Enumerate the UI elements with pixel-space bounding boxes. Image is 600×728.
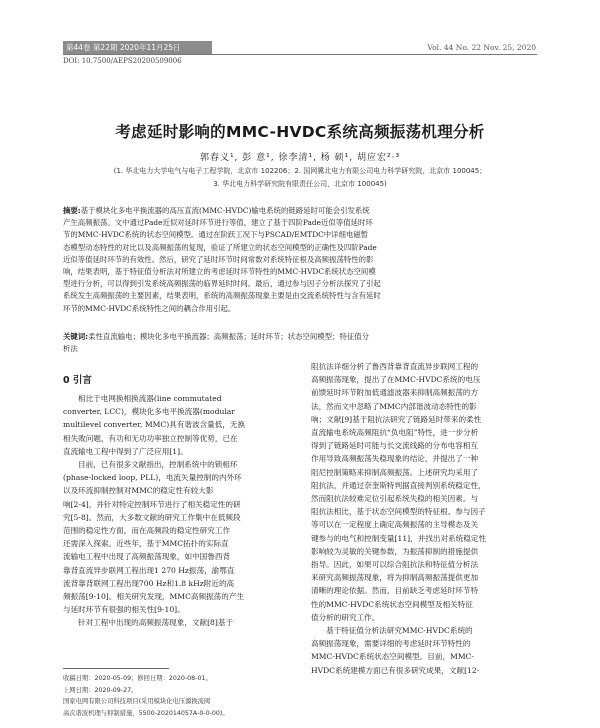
body-line: 相失败问题，有功和无功功率独立控制等优势，已在 [63, 433, 238, 443]
affiliation-line-1: (1. 华北电力大学电气与电子工程学院，北京市 102206；2. 国网冀北电力有限公司电力科学研究院，北京市 100045； [113, 167, 487, 175]
body-line: 针对工程中出现的高频振荡现象，文献[8]基于 [78, 618, 234, 628]
body-line: HVDC系统建模方面已有很多研究成果，文献[12- [311, 665, 480, 675]
body-line: 直流输电工程中得到了广泛应用[1]。 [63, 446, 188, 456]
abstract-line: 响，结果表明，基于特征值分析法对所建立的考虑延时环节特性的MMC-HVDC系统状态空间模 [63, 267, 376, 277]
body-line: 靠背直流异步联网工程出现1 270 Hz振荡，渝鄂直 [63, 565, 235, 575]
body-line: (phase-locked loop, PLL)，电流矢量控制的内外环 [63, 473, 242, 483]
body-line: 作用导致高频振荡失稳现象的结论，并提出了一种 [311, 454, 479, 464]
body-line: 基于特征值分析法研究MMC-HVDC系统的 [326, 626, 473, 636]
abstract-label: 摘要: [63, 206, 81, 215]
body-line: 然而阻抗法较难定位引起系统失稳的相关因素。与 [311, 494, 479, 504]
body-line: 究[5-8]。然而，大多数文献的研究工作集中在低频段 [63, 512, 241, 522]
abstract-line: 系统发生高频振荡的主要因素，结果表明，系统的高频振荡现象主要是由交流系统特性与含有延时 [63, 291, 381, 301]
body-line: 等可以在一定程度上确定高频振荡的主导模态及关 [311, 520, 479, 530]
footnote-line: 国家电网有限公司科技项目(采用模块化电压源换流阀 [63, 698, 211, 705]
body-line: 高频振荡现象，提出了在MMC-HVDC系统的电压 [311, 375, 481, 385]
abstract-line: 摘要:基于模块化多电平换流器的高压直流(MMC-HVDC)输电系统的链路延时可能会引发系统 [63, 206, 370, 215]
keywords-line: 析法 [63, 344, 78, 354]
body-line: 范围的稳定性方面，而在高频段的稳定性研究工作 [63, 526, 231, 536]
abstract-line: 产生高频振荡。文中通过Pade近似对延时环节进行等值，建立了基于四阶Pade近似等值延时环 [63, 218, 373, 228]
author-list: 郭春义¹, 彭 意¹, 徐李清¹, 杨 硕¹, 胡应宏²⋅³ [199, 153, 401, 163]
body-line: 频振荡[9-10]。相关研究发现，MMC高频振荡的产生 [63, 592, 245, 602]
body-line: 直流输电系统高频阻抗“负电阻”特性，进一步分析 [311, 428, 479, 438]
affiliation-line-2: 3. 华北电力科学研究院有限责任公司，北京市 100045) [213, 180, 387, 188]
body-line: 目前，已有很多文献指出，控制系统中的锁相环 [78, 460, 238, 470]
abstract-line: 近似等值延时环节的有效性。然后，研究了延时环节时间常数对系统特征根及高频振荡特性的影 [63, 254, 374, 264]
body-line: 影响较为灵敏的关键参数，为振荡抑制的措施提供 [311, 546, 479, 556]
abstract-line: 态模型动态特性的对比以及高频振荡的复现，验证了所建立的状态空间模型的正确性及四阶Pade [63, 242, 377, 252]
body-line: 阻抗法相比，基于状态空间模型的特征根、参与因子 [311, 507, 486, 517]
body-line: 值分析的研究工作。 [311, 612, 380, 622]
section-heading-introduction: 0 引言 [63, 375, 92, 386]
body-line: multilevel converter, MMC)具有谐波含量低，无换 [63, 420, 246, 430]
paper-title: 考虑延时影响的MMC-HVDC系统高频振荡机理分析 [115, 123, 485, 141]
body-line: 来研究高频振荡现象，将为抑制高频振荡提供更加 [311, 573, 479, 583]
abstract-line: 型进行分析，可以得到引发系统高频振荡的临界延时时间。最后，通过参与因子分析法探究了引起 [63, 279, 381, 289]
body-line: 与延时环节有很强的相关性[9-10]。 [63, 605, 185, 615]
keywords-label: 关键词: [63, 332, 89, 341]
body-line: 相比于电网换相换流器(line commutated [78, 394, 222, 403]
footnote-line: 收稿日期：2020-05-09；修回日期：2020-08-01。 [63, 675, 212, 682]
body-line: 阻尼控制策略来抑制高频振荡。上述研究均采用了 [311, 467, 479, 477]
body-line: 前馈延时环节附加低通滤波器来抑制高频振荡的方 [311, 388, 479, 398]
body-line: 还需深入探索。近些年，基于MMC拓扑的实际直 [63, 539, 229, 549]
body-column-left [63, 392, 295, 630]
keywords-line: 关键词:柔性直流输电；模块化多电平换流器；高频振荡；延时环节；状态空间模型；特征值分 [63, 332, 369, 341]
body-line: MMC-HVDC系统状态空间模型。目前，MMC- [311, 652, 474, 662]
body-line: 响[2-4]，并针对特定控制环节进行了相关稳定性的研 [63, 499, 241, 509]
journal-issue-en: Vol. 44 No. 22 Nov. 25, 2020 [427, 43, 536, 52]
body-line: 流背靠背联网工程出现700 Hz和1.8 kHz附近的高 [63, 578, 235, 588]
body-line: 高频振荡现象，需要详细的考虑延时环节特性的 [311, 639, 471, 649]
body-line: 以及环流抑制控制对MMC的稳定性有较大影 [63, 486, 214, 496]
body-line: 键参与的电气和控制变量[11]，并找出对系统稳定性 [311, 533, 487, 543]
body-line: converter, LCC)，模块化多电平换流器(modular [63, 407, 235, 417]
footnote-line: 高次谐波机理与抑制措施，5500-202014057A-0-0-00)。 [63, 709, 229, 717]
body-line: 阻抗法详细分析了鲁西背靠背直流异步联网工程的 [311, 362, 479, 371]
footnote-line: 上网日期：2020-09-27。 [63, 686, 138, 694]
body-line: 性的MMC-HVDC系统状态空间模型及相关特征 [311, 599, 473, 609]
body-line: 清晰的理论依据。然而，目前缺乏考虑延时环节特 [311, 586, 479, 596]
body-line: 流输电工程中出现了高频振荡现象，如中国鲁西背 [63, 552, 231, 562]
body-column-right [311, 360, 539, 677]
abstract-line: 环节的MMC-HVDC系统特性之间的耦合作用引起。 [63, 303, 236, 313]
body-line: 阻抗法，并通过奈奎斯特判据直接判别系统稳定性， [311, 480, 486, 490]
journal-issue-cn: 第44卷 第22期 2020年11月25日 [66, 43, 181, 52]
keywords [63, 331, 537, 355]
abstract [63, 205, 537, 315]
footnotes [63, 673, 295, 719]
abstract-line: 节的MMC-HVDC系统的状态空间模型。通过在阶跃工况下与PSCAD/EMTDC中详细电磁暂 [63, 230, 369, 240]
header-rule [63, 54, 537, 55]
body-line: 得到了链路延时可能与长交流线路的分布电容相互 [311, 441, 479, 451]
body-line: 指导。因此，如果可以综合阻抗法和特征值分析法 [311, 560, 479, 570]
doi[interactable]: DOI: 10.7500/AEPS20200509006 [63, 57, 182, 65]
body-line: 响；文献[9]基于阻抗法研究了链路延时带来的柔性 [311, 414, 482, 424]
body-line: 法，然而文中忽略了MMC内部谐波动态特性的影 [311, 401, 477, 411]
footnote-rule [63, 668, 169, 669]
